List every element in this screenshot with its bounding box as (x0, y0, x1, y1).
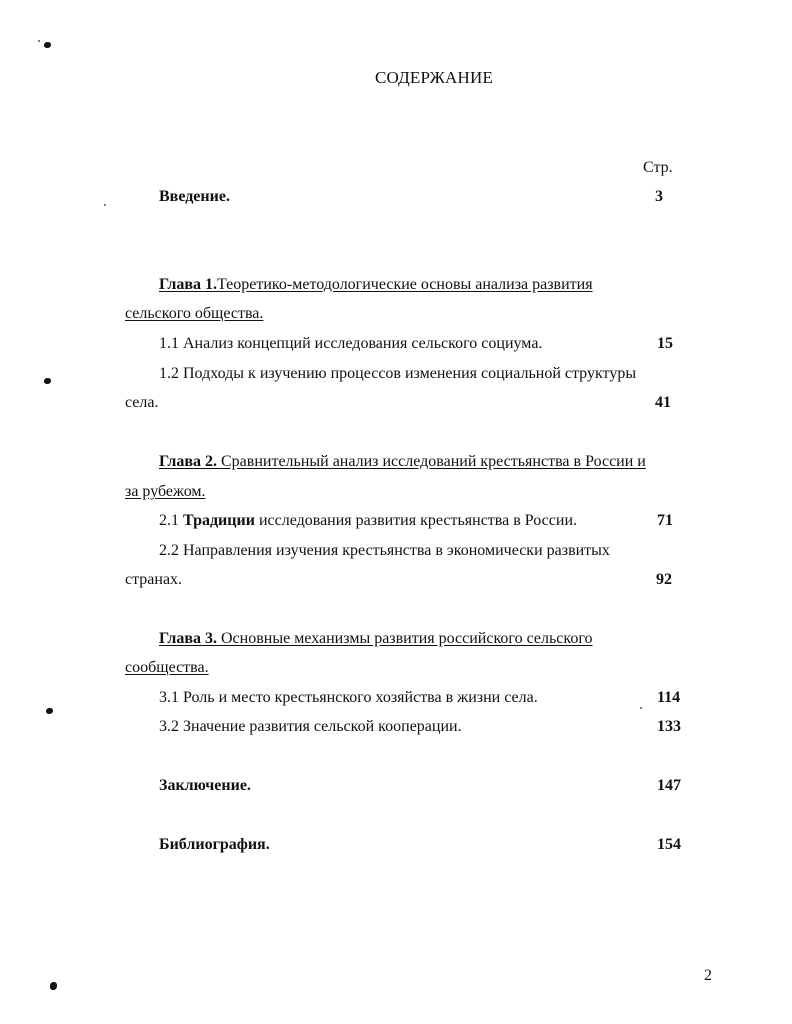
toc-bibliography-label: Библиография. (159, 836, 270, 853)
scan-mark-lower-left (46, 708, 53, 714)
toc-section-2-1-page: 71 (657, 512, 673, 529)
scan-speck-top-left (38, 40, 40, 42)
toc-chapter3-title-line1: Основные механизмы развития российского сельского (217, 630, 593, 647)
scan-mark-mid-left (44, 378, 51, 384)
toc-chapter3-title-line2: сообщества. (125, 659, 209, 676)
toc-section-3-1: 3.1 Роль и место крестьянского хозяйства в жизни села. (159, 689, 538, 706)
toc-conclusion-page: 147 (657, 777, 681, 794)
toc-section-1-1: 1.1 Анализ концепций исследования сельского социума. (159, 335, 543, 352)
toc-chapter1-prefix: Глава 1. (159, 276, 217, 293)
toc-conclusion-label: Заключение. (159, 777, 251, 794)
toc-section-1-2: 1.2 Подходы к изучению процессов изменения социальной структуры (159, 365, 637, 382)
scan-speck-right (640, 707, 642, 709)
toc-chapter2-title-line2: за рубежом. (125, 483, 206, 500)
toc-chapter2-prefix: Глава 2. (159, 453, 217, 470)
toc-intro-page: 3 (655, 188, 663, 205)
toc-section-2-1-num: 2.1 (159, 512, 183, 529)
toc-section-1-2-page: 41 (655, 394, 671, 411)
toc-chapter2-title-line1: Сравнительный анализ исследований крестьянства в России и (217, 453, 646, 470)
page-column-header: Стр. (643, 159, 673, 176)
toc-section-1-1-page: 15 (657, 335, 673, 352)
toc-chapter3-prefix: Глава 3. (159, 630, 217, 647)
toc-section-2-2-page: 92 (656, 571, 672, 588)
toc-section-2-1 (159, 511, 577, 531)
toc-section-3-2-page: 133 (657, 718, 681, 735)
toc-chapter2-title (159, 452, 646, 472)
page-title: СОДЕРЖАНИЕ (374, 68, 494, 87)
toc-section-3-2: 3.2 Значение развития сельской кооперации. (159, 718, 462, 735)
toc-section-1-2-line2: села. (125, 394, 159, 411)
scan-mark-top-left (44, 42, 51, 48)
scan-mark-bottom-left (50, 982, 57, 990)
toc-section-2-1-bold: Традиции (183, 512, 255, 529)
scan-speck-left (104, 204, 106, 206)
toc-section-2-2: 2.2 Направления изучения крестьянства в экономически развитых (159, 542, 610, 559)
page-number: 2 (704, 967, 712, 984)
toc-section-3-1-page: 114 (657, 689, 681, 706)
toc-chapter3-title (159, 629, 593, 649)
toc-intro-label: Введение. (159, 188, 230, 205)
toc-chapter1-title (159, 275, 593, 295)
toc-chapter1-title-line1: Теоретико-методологические основы анализа развития (217, 276, 593, 293)
toc-chapter1-title-line2: сельского общества. (125, 305, 264, 322)
toc-section-2-1-rest: исследования развития крестьянства в России. (254, 512, 578, 529)
toc-section-2-2-line2: странах. (125, 571, 183, 588)
toc-bibliography-page: 154 (657, 836, 681, 853)
